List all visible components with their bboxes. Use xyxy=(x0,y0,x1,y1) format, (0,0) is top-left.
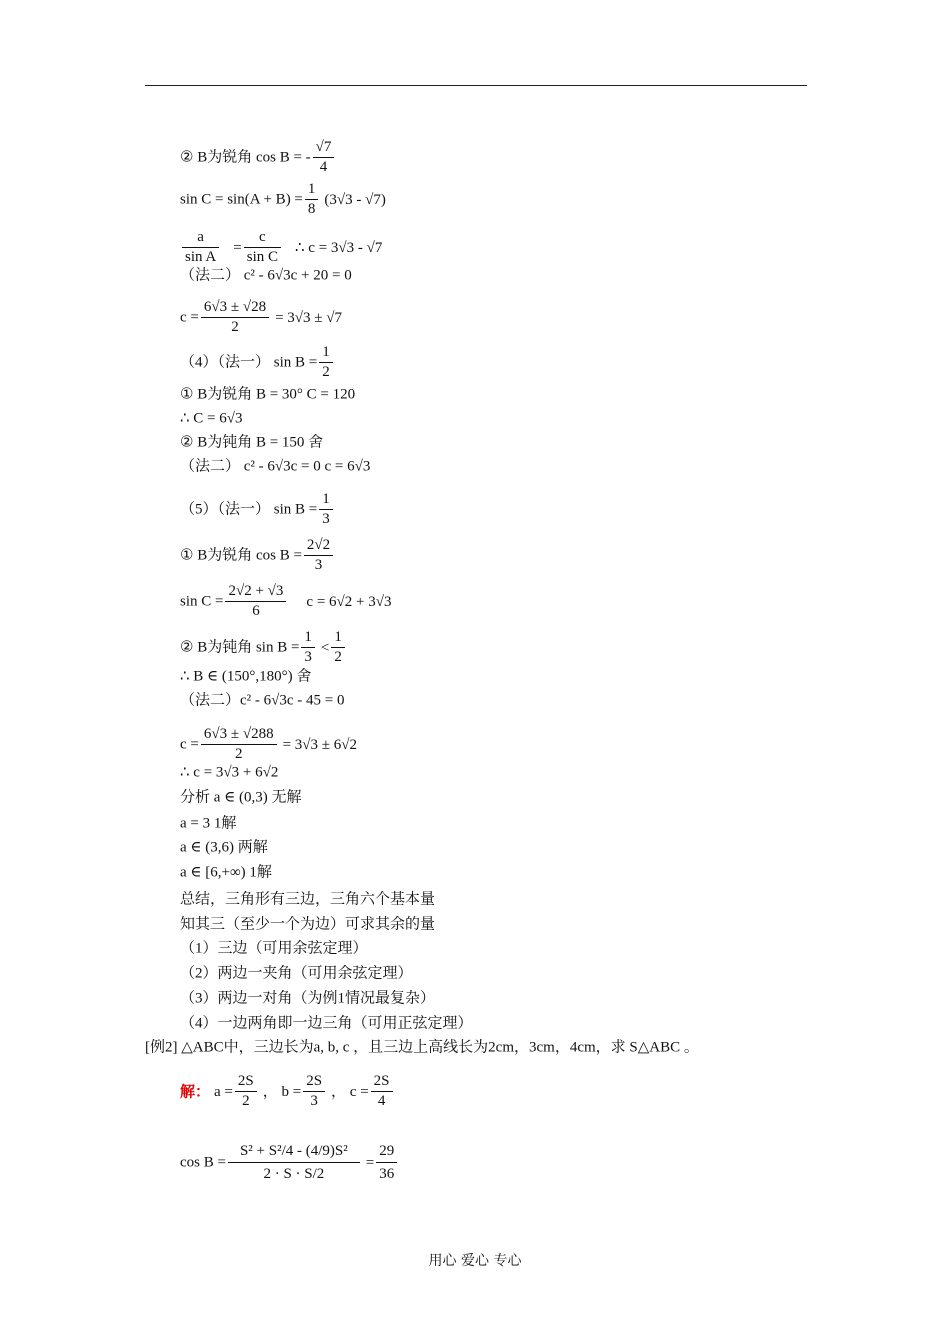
math-text: = xyxy=(233,239,242,256)
fraction xyxy=(301,628,315,667)
fraction-denominator: 2 xyxy=(242,1093,250,1109)
math-line xyxy=(180,690,345,711)
header-rule xyxy=(145,85,807,86)
math-line xyxy=(180,862,272,883)
math-text: cos B = xyxy=(180,1154,226,1171)
math-line xyxy=(180,180,386,219)
fraction-denominator: 2 xyxy=(231,319,239,335)
math-text: ∴ C = 6√3 xyxy=(180,410,243,427)
math-line xyxy=(180,384,355,405)
math-text: （3）两边一对角（为例1情况最复杂） xyxy=(180,990,436,1007)
math-text: ② B为锐角 cos B = - xyxy=(180,149,311,166)
math-text: 总结，三角形有三边，三角六个基本量 xyxy=(180,891,436,908)
math-line xyxy=(180,228,382,267)
fraction-denominator: 4 xyxy=(319,159,328,175)
fraction-numerator: 2S xyxy=(303,1072,325,1092)
math-text: a = 3 1解 xyxy=(180,815,237,832)
math-text: = xyxy=(365,1154,375,1171)
math-text: a ∈ [6,+∞) 1解 xyxy=(180,864,272,881)
fraction xyxy=(182,228,219,267)
fraction-numerator: 2S xyxy=(235,1072,257,1092)
math-text: = 3√3 ± √7 xyxy=(275,309,342,326)
math-line xyxy=(180,837,268,858)
fraction-numerator: 1 xyxy=(301,628,315,648)
fraction-denominator: 6 xyxy=(252,603,260,619)
fraction xyxy=(376,1140,397,1185)
math-text: ， b = xyxy=(262,1083,302,1100)
fraction-numerator: 29 xyxy=(376,1140,397,1163)
fraction xyxy=(201,725,277,764)
fraction xyxy=(371,1072,393,1111)
page-footer: 用心 爱心 专心 xyxy=(428,1253,522,1269)
fraction-numerator: √7 xyxy=(313,138,335,158)
math-text: c = xyxy=(180,309,199,326)
fraction xyxy=(225,582,286,621)
math-text: sin C = sin(A + B) = xyxy=(180,191,303,208)
fraction xyxy=(305,180,319,219)
math-line xyxy=(180,343,335,382)
fraction-denominator: 36 xyxy=(379,1166,395,1182)
math-text: < xyxy=(320,639,330,656)
fraction-numerator: 1 xyxy=(319,490,333,510)
math-text: ∴ B ∈ (150°,180°) 舍 xyxy=(180,668,312,685)
math-line xyxy=(180,432,323,453)
math-text: （法二） c² - 6√3c = 0 c = 6√3 xyxy=(180,458,371,475)
fraction-numerator: 2√2 xyxy=(304,536,333,556)
cosb-compound-fraction xyxy=(228,1140,360,1185)
fraction-denominator: sin C xyxy=(246,249,278,265)
math-text: c = 6√2 + 3√3 xyxy=(306,593,392,610)
fraction xyxy=(331,628,345,667)
math-text: a ∈ (3,6) 两解 xyxy=(180,839,268,856)
math-text: [例2] △ABC中，三边长为a, b, c ，且三边上高线长为2cm，3cm，4cm，求 S△ABC 。 xyxy=(145,1039,699,1056)
fraction-numerator: 1 xyxy=(305,180,319,200)
fraction xyxy=(235,1072,257,1111)
math-line xyxy=(180,628,347,667)
cosb-numerator: S² + S²/4 - (4/9)S² xyxy=(228,1140,360,1163)
fraction xyxy=(313,138,335,177)
math-line xyxy=(180,536,335,575)
math-text: ① B为锐角 cos B = xyxy=(180,547,302,564)
fraction-numerator: a xyxy=(182,228,219,248)
math-text: (3√3 - √7) xyxy=(324,191,386,208)
fraction-denominator: 3 xyxy=(310,1093,318,1109)
fraction-numerator: 1 xyxy=(331,628,345,648)
fraction xyxy=(304,536,333,575)
math-line xyxy=(180,813,236,834)
fraction xyxy=(319,490,333,529)
math-text: ∴ c = 3√3 + 6√2 xyxy=(180,764,279,781)
fraction-denominator: 2 xyxy=(234,746,243,762)
fraction-numerator: 6√3 ± √288 xyxy=(201,725,277,745)
math-text: sin C = xyxy=(180,593,224,610)
math-text: （4）一边两角即一边三角（可用正弦定理） xyxy=(180,1015,473,1032)
math-line xyxy=(180,666,311,687)
math-text: 知其三（至少一个为边）可求其余的量 xyxy=(180,916,436,933)
math-line xyxy=(180,762,278,783)
fraction-numerator: c xyxy=(244,228,281,248)
math-text: ， c = xyxy=(331,1083,369,1100)
math-line xyxy=(180,582,391,621)
fraction-numerator: 2√2 + √3 xyxy=(225,582,286,602)
fraction xyxy=(303,1072,325,1111)
math-text: a = xyxy=(214,1083,233,1100)
solution-label: 解： xyxy=(180,1082,211,1101)
fraction-denominator: sin A xyxy=(185,249,217,265)
math-line xyxy=(180,988,435,1009)
math-text: ① B为锐角 B = 30° C = 120 xyxy=(180,386,356,403)
fraction-denominator: 3 xyxy=(304,649,312,665)
math-text: ② B为钝角 B = 150 舍 xyxy=(180,434,324,451)
math-line xyxy=(180,1140,399,1185)
fraction-denominator: 4 xyxy=(377,1093,386,1109)
math-text: 分析 a ∈ (0,3) 无解 xyxy=(180,789,302,806)
math-line xyxy=(180,265,352,286)
math-line xyxy=(180,787,302,808)
math-text: （5）（法一） sin B = xyxy=(180,501,318,518)
math-text: （4）（法一） sin B = xyxy=(180,354,318,371)
fraction xyxy=(244,228,281,267)
math-line xyxy=(180,408,243,429)
fraction xyxy=(201,298,269,337)
cosb-denominator: 2 · S · S/2 xyxy=(263,1166,325,1182)
math-line xyxy=(180,725,357,764)
math-line xyxy=(180,1072,395,1111)
math-line xyxy=(180,456,370,477)
math-line xyxy=(180,490,335,529)
math-line xyxy=(180,938,368,959)
fraction-denominator: 3 xyxy=(322,511,330,527)
fraction-denominator: 2 xyxy=(334,649,342,665)
fraction-denominator: 8 xyxy=(307,201,316,217)
fraction xyxy=(319,343,333,382)
fraction-denominator: 2 xyxy=(322,364,330,380)
fraction-denominator: 3 xyxy=(314,557,323,573)
math-text: c = xyxy=(180,736,199,753)
math-text: ∴ c = 3√3 - √7 xyxy=(295,239,383,256)
fraction-numerator: 6√3 ± √28 xyxy=(201,298,269,318)
math-line xyxy=(180,963,413,984)
math-line xyxy=(180,138,336,177)
math-text: ② B为钝角 sin B = xyxy=(180,639,300,656)
math-text: （法二）c² - 6√3c - 45 = 0 xyxy=(180,692,345,709)
fraction-numerator: 2S xyxy=(371,1072,393,1092)
math-text: （法二） c² - 6√3c + 20 = 0 xyxy=(180,267,352,284)
math-line xyxy=(180,298,342,337)
math-line xyxy=(180,1013,473,1034)
math-line xyxy=(180,889,435,910)
math-line xyxy=(145,1037,699,1058)
math-text: （1）三边（可用余弦定理） xyxy=(180,940,368,957)
math-line xyxy=(180,914,435,935)
math-text: （2）两边一夹角（可用余弦定理） xyxy=(180,965,413,982)
fraction-numerator: 1 xyxy=(319,343,333,363)
math-text: = 3√3 ± 6√2 xyxy=(282,736,357,753)
